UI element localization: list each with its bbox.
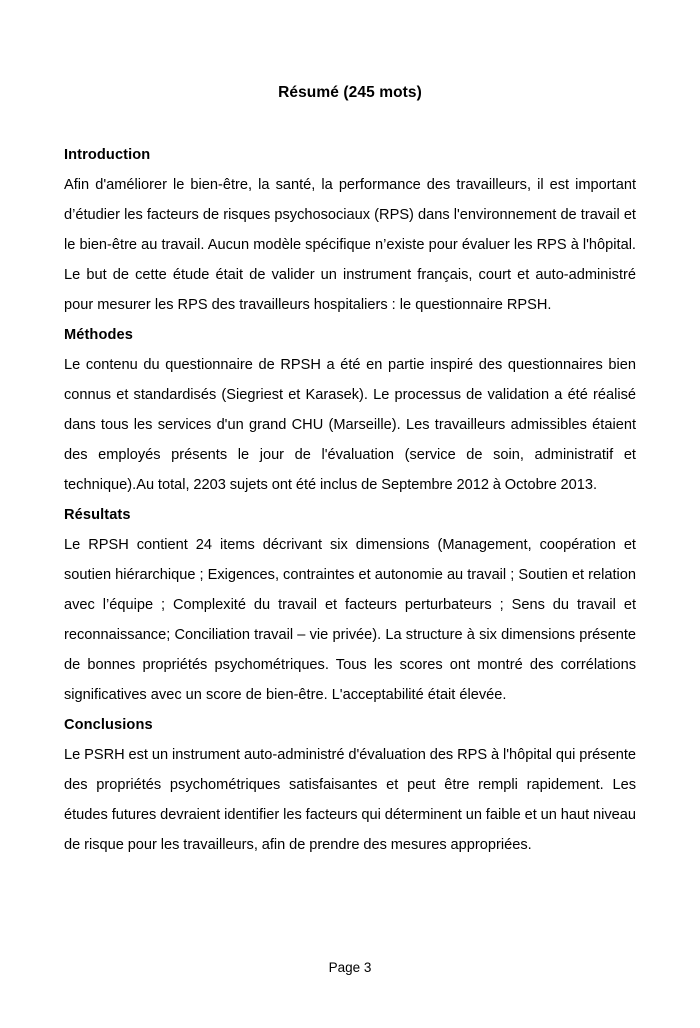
section-body-methodes: Le contenu du questionnaire de RPSH a été en partie inspiré des questionnaires bien connus et standardisés (Siegriest et Karasek). Le processus de validation a été réalisé dans tous les services d'un grand CHU (Marseille). Les travailleurs admissibles étaient des employés présents le jour de l'évaluation (service de soin, administratif et technique).Au total, 2203 sujets ont été inclus de Septembre 2012 à Octobre 2013. (64, 357, 636, 493)
section-heading-conclusions: Conclusions (64, 717, 153, 733)
section-body-conclusions: Le PSRH est un instrument auto-administré d'évaluation des RPS à l'hôpital qui présente des propriétés psychométriques satisfaisantes et peut être rempli rapidement. Les études futures devraient identifier les facteurs qui déterminent un faible et un haut niveau de risque pour les travailleurs, afin de prendre des mesures appropriées. (64, 747, 636, 853)
abstract-body (64, 140, 636, 860)
section-body-resultats: Le RPSH contient 24 items décrivant six dimensions (Management, coopération et soutien hiérarchique ; Exigences, contraintes et autonomie au travail ; Soutien et relation avec l’équipe ; Complexité du travail et facteurs perturbateurs ; Sens du travail et reconnaissance; Conciliation travail – vie privée). La structure à six dimensions présente de bonnes propriétés psychométriques. Tous les scores ont montré des corrélations significatives avec un score de bien-être. L'acceptabilité était élevée. (64, 537, 636, 703)
section-body-introduction: Afin d'améliorer le bien-être, la santé, la performance des travailleurs, il est important d’étudier les facteurs de risques psychosociaux (RPS) dans l'environnement de travail et le bien-être au travail. Aucun modèle spécifique n’existe pour évaluer les RPS à l'hôpital. Le but de cette étude était de valider un instrument français, court et auto-administré pour mesurer les RPS des travailleurs hospitaliers : le questionnaire RPSH. (64, 177, 636, 313)
section-heading-resultats: Résultats (64, 507, 131, 523)
page-title: Résumé (245 mots) (278, 84, 422, 101)
page-footer: Page 3 (328, 960, 372, 975)
section-heading-introduction: Introduction (64, 147, 151, 163)
section-heading-methodes: Méthodes (64, 327, 133, 343)
